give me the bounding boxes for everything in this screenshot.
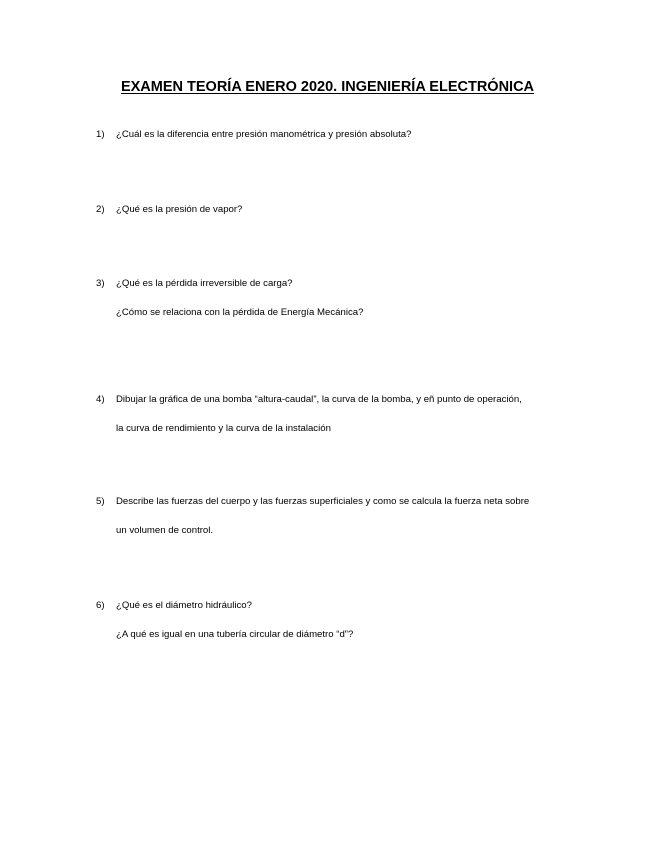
question-text: ¿Cuál es la diferencia entre presión manométrica y presión absoluta? xyxy=(116,129,412,140)
question-text: Dibujar la gráfica de una bomba “altura-caudal”, la curva de la bomba, y eñ punto de operación, xyxy=(116,394,522,405)
question-number: 1) xyxy=(96,129,105,140)
question-text: ¿Qué es la pérdida irreversible de carga? xyxy=(116,278,293,289)
question-text: ¿A qué es igual en una tubería circular de diámetro “d”? xyxy=(116,629,354,640)
exam-title: EXAMEN TEORÍA ENERO 2020. INGENIERÍA ELECTRÓNICA xyxy=(120,79,535,95)
question-number: 4) xyxy=(96,394,105,405)
question-text: Describe las fuerzas del cuerpo y las fuerzas superficiales y como se calcula la fuerza neta sobre xyxy=(116,496,530,507)
question-number: 3) xyxy=(96,278,105,289)
question-text: ¿Qué es la presión de vapor? xyxy=(116,204,243,215)
question-number: 5) xyxy=(96,496,105,507)
question-text: ¿Cómo se relaciona con la pérdida de Energía Mecánica? xyxy=(116,307,364,318)
question-text: un volumen de control. xyxy=(116,525,214,536)
question-number: 6) xyxy=(96,600,105,611)
question-text: la curva de rendimiento y la curva de la instalación xyxy=(116,423,331,434)
question-number: 2) xyxy=(96,204,105,215)
question-text: ¿Qué es el diámetro hidráulico? xyxy=(116,600,252,611)
